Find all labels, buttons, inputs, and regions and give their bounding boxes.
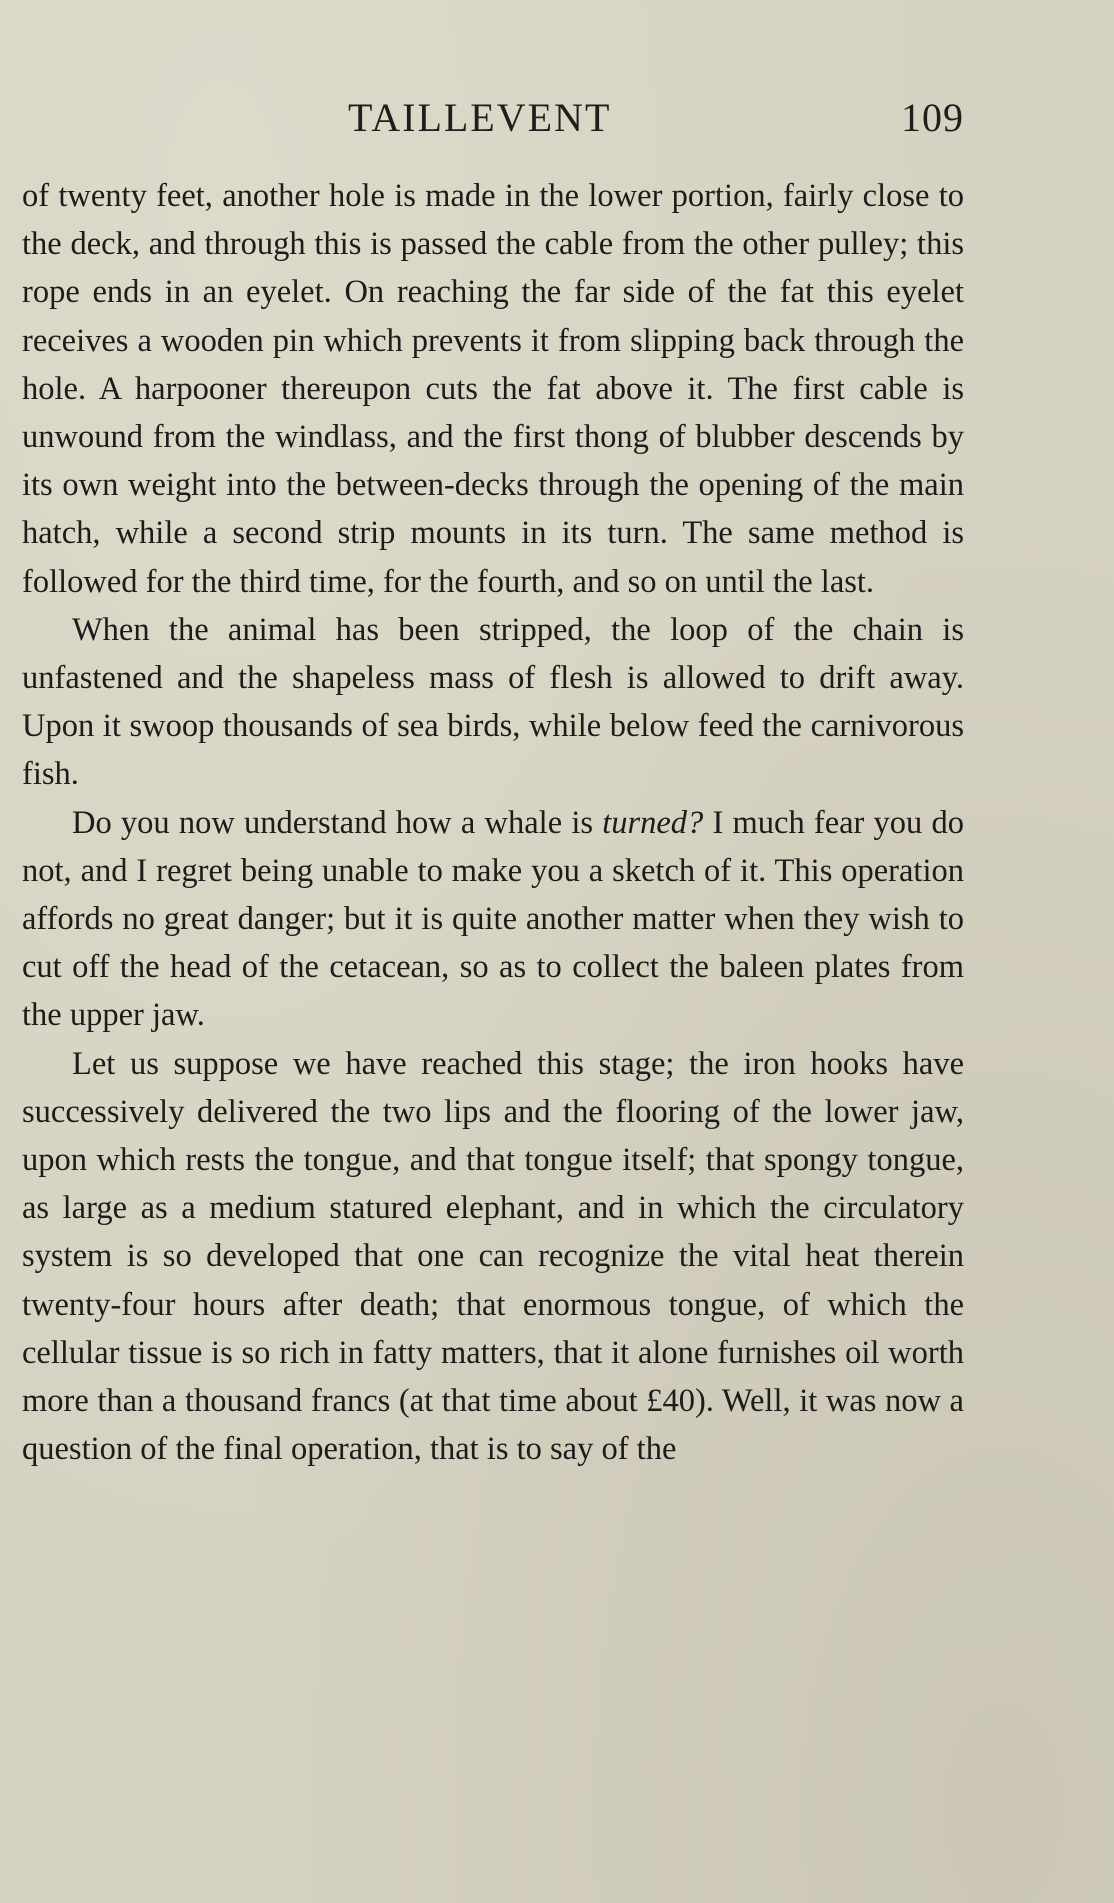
paragraph-turned-whale (22, 799, 964, 1040)
paragraph-stripped-animal: When the animal has been stripped, the loop of the chain is unfastened and the shapeless mass of flesh is allowed to drift away. Upon it swoop thousands of sea birds, while below feed the carnivorous fish. (22, 611, 964, 793)
running-head (22, 94, 964, 146)
paragraph-continued: of twenty feet, another hole is made in the lower portion, fairly close to the deck, and through this is passed the cable from the other pulley; this rope ends in an eyelet. On reaching the far side of the fat this eyelet receives a wooden pin which prevents it from slipping back through the hole. A harpooner thereupon cuts the fat above it. The first cable is unwound from the windlass, and the first thong of blubber descends by its own weight into the between-decks through the opening of the main hatch, while a second strip mounts in its turn. The same method is followed for the third time, for the fourth, and so on until the last. (22, 178, 964, 600)
body-text (22, 172, 964, 1473)
emphasized-word: turned? (602, 804, 704, 841)
page-number: 109 (901, 95, 964, 140)
paragraph-text-before: Do you now understand how a whale is (72, 804, 603, 841)
running-title: TAILLEVENT (348, 95, 612, 140)
paragraph-tongue: Let us suppose we have reached this stage; the iron hooks have successively delivered the two lips and the flooring of the lower jaw, upon which rests the tongue, and that tongue itself; that spongy tongue, as large as a medium statured elephant, and in which the circulatory system is so developed that one can recognize the vital heat therein twenty-four hours after death; that enormous tongue, of which the cellular tissue is so rich in fatty matters, that it alone furnishes oil worth more than a thousand francs (at that time about £40). Well, it was now a question of the final operation, that is to say of the (22, 1045, 964, 1468)
paragraph-text-after: I much fear you do not, and I regret being unable to make you a sketch of it. This operation affords no great danger; but it is quite another matter when they wish to cut off the head of the cetacean, so as to collect the baleen plates from the upper jaw. (22, 804, 964, 1034)
